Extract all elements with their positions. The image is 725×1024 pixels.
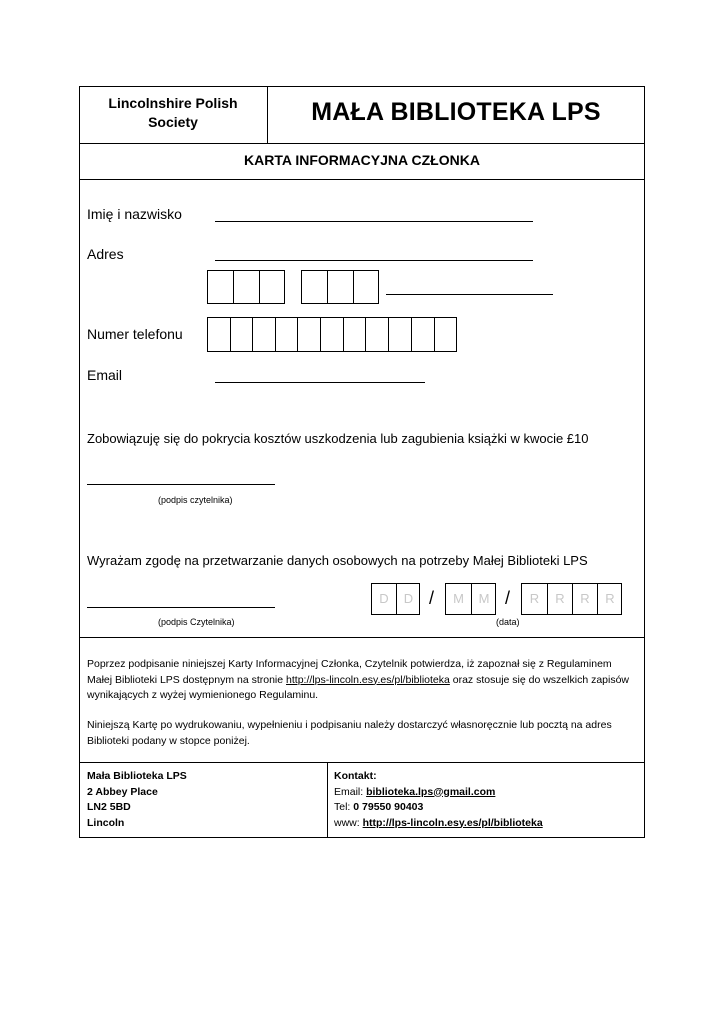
- info-paragraph-1: [87, 657, 635, 704]
- contact-www-link[interactable]: http://lps-lincoln.esy.es/pl/biblioteka: [362, 816, 543, 829]
- header-bottom-line: [79, 143, 645, 144]
- postcode-cell: [353, 271, 354, 303]
- liability-signature-line[interactable]: [87, 484, 275, 485]
- contact-tel-row: [334, 800, 543, 816]
- year-digit-2: R: [547, 584, 572, 614]
- contact-email-row: [334, 785, 543, 801]
- signature-hint-2: (podpis Czytelnika): [158, 617, 235, 627]
- postcode-cell: [233, 271, 234, 303]
- membership-card-form: [79, 86, 645, 838]
- society-name-line2: Society: [148, 114, 198, 130]
- postcode-cell: [259, 271, 260, 303]
- city-field[interactable]: [386, 294, 553, 295]
- footer-address: [87, 769, 187, 831]
- phone-cell: [320, 318, 321, 351]
- phone-number-boxes[interactable]: [207, 317, 457, 352]
- contact-email-link[interactable]: biblioteka.lps@gmail.com: [366, 785, 496, 798]
- footer-contact: [334, 769, 543, 831]
- info-text-1b: oraz stosuje się do wszelkich zapisów wynikających z wyżej wymienionego Regulaminu.: [87, 673, 630, 701]
- liability-statement: Zobowiązuję się do pokrycia kosztów uszkodzenia lub zagubienia książki w kwocie £10: [87, 431, 589, 446]
- society-name-line1: Lincolnshire Polish: [108, 95, 238, 111]
- phone-cell: [297, 318, 298, 351]
- day-digit-1: D: [379, 591, 389, 606]
- address-field[interactable]: [215, 260, 533, 261]
- phone-cell: [365, 318, 366, 351]
- postcode-part2-boxes[interactable]: [301, 270, 379, 304]
- postcode-part1-boxes[interactable]: [207, 270, 285, 304]
- footer-address-line1: Mała Biblioteka LPS: [87, 770, 187, 782]
- signature-hint-1: (podpis czytelnika): [158, 495, 233, 505]
- date-separator-2: /: [505, 588, 511, 608]
- page-title: MAŁA BIBLIOTEKA LPS: [311, 98, 601, 126]
- day-digit-2: D: [396, 584, 420, 614]
- footer-divider: [327, 762, 328, 838]
- month-digit-1: M: [453, 591, 464, 606]
- date-hint: (data): [496, 617, 520, 627]
- phone-cell: [275, 318, 276, 351]
- info-text-1a: Poprzez podpisanie niniejszej Karty Informacyjnej Członka, Czytelnik potwierdza, iż zapoznał się z Regulaminem Małej Biblioteki LPS dostępnym na stronie: [87, 658, 612, 686]
- contact-tel-value: 0 79550 90403: [353, 801, 424, 813]
- email-field[interactable]: [215, 382, 425, 383]
- month-digit-2: M: [471, 584, 496, 614]
- email-label: Email: [87, 367, 123, 383]
- contact-email-label: Email:: [334, 785, 367, 798]
- info-bottom-line: [79, 762, 645, 763]
- phone-cell: [434, 318, 435, 351]
- footer-address-line4: Lincoln: [87, 816, 125, 829]
- year-digit-3: R: [572, 584, 597, 614]
- name-label: Imię i nazwisko: [87, 206, 182, 222]
- year-digit-4: R: [597, 584, 622, 614]
- contact-tel-label: Tel:: [334, 801, 354, 813]
- consent-statement: Wyrażam zgodę na przetwarzanie danych osobowych na potrzeby Małej Biblioteki LPS: [87, 553, 588, 568]
- contact-www-row: [334, 816, 543, 832]
- name-field[interactable]: [215, 221, 533, 222]
- regulations-link[interactable]: http://lps-lincoln.esy.es/pl/biblioteka: [286, 673, 450, 686]
- form-bottom-line: [79, 637, 645, 638]
- date-day-boxes[interactable]: [371, 583, 420, 615]
- footer-address-line3: LN2 5BD: [87, 801, 131, 813]
- phone-cell: [230, 318, 231, 351]
- society-name: [79, 94, 267, 132]
- phone-cell: [343, 318, 344, 351]
- date-year-boxes[interactable]: [521, 583, 622, 615]
- date-separator-1: /: [429, 588, 435, 608]
- page-subtitle: KARTA INFORMACYJNA CZŁONKA: [244, 152, 480, 168]
- year-digit-1: R: [529, 591, 540, 606]
- contact-heading: Kontakt:: [334, 770, 377, 782]
- postcode-cell: [327, 271, 328, 303]
- footer-address-line2: 2 Abbey Place: [87, 785, 158, 798]
- contact-www-label: www:: [334, 816, 363, 829]
- phone-label: Numer telefonu: [87, 326, 183, 342]
- phone-cell: [411, 318, 412, 351]
- date-month-boxes[interactable]: [445, 583, 496, 615]
- phone-cell: [252, 318, 253, 351]
- consent-signature-line[interactable]: [87, 607, 275, 608]
- subtitle-bottom-line: [79, 179, 645, 180]
- address-label: Adres: [87, 246, 124, 262]
- info-paragraph-2: Niniejszą Kartę po wydrukowaniu, wypełnieniu i podpisaniu należy dostarczyć własnoręcznie lub pocztą na adres Biblioteki podany w stopce poniżej.: [87, 719, 612, 747]
- phone-cell: [388, 318, 389, 351]
